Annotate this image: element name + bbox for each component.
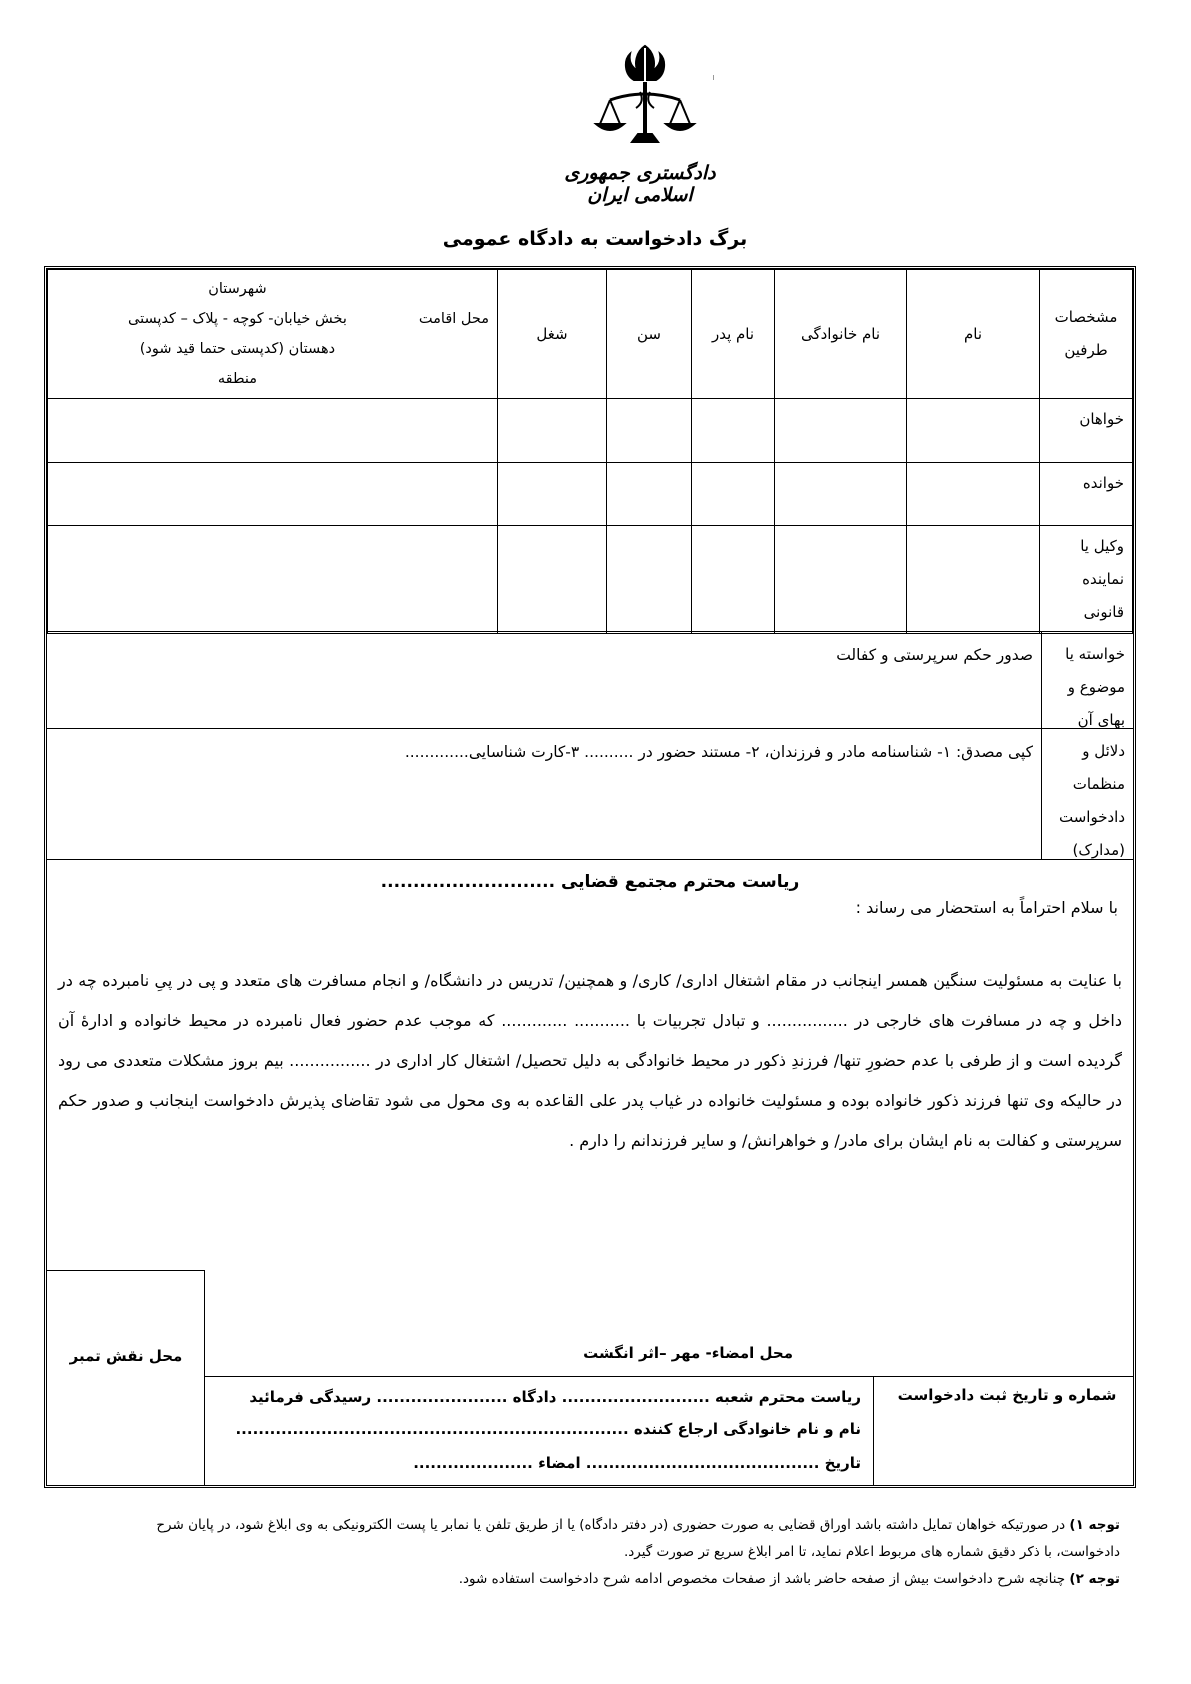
- referral-line-date-signature[interactable]: تاریخ ......................................... امضاء .....................: [413, 1454, 861, 1472]
- plaintiff-occupation-cell[interactable]: [498, 399, 607, 463]
- note-2: [90, 1566, 1120, 1593]
- note-1-text: در صورتیکه خواهان تمایل داشته باشد اوراق قضایی به صورت حضوری (در دفتر دادگاه) یا از طریق تلفن یا نمابر یا پست الکترونیکی به وی ابلاغ شود، در پایان شرح دادخواست، با ذکر دقیق شماره های مربوط اعلام نماید، تا امر ابلاغ سریع تر صورت گیرد.: [156, 1517, 1120, 1560]
- claim-value[interactable]: صدور حکم سرپرستی و کفالت: [836, 646, 1033, 664]
- column-occupation: شغل: [498, 270, 607, 399]
- defendant-label: خوانده: [1040, 463, 1133, 526]
- defendant-row: [48, 463, 1133, 526]
- lawyer-name-cell[interactable]: [907, 526, 1040, 634]
- judiciary-emblem-icon: [590, 42, 700, 152]
- note-1-label: توجه ۱): [1069, 1517, 1120, 1533]
- plaintiff-label: خواهان: [1040, 399, 1133, 463]
- referral-line-branch[interactable]: ریاست محترم شعبه .......................... دادگاه ....................... رسیدگی فرمائید: [249, 1388, 861, 1406]
- lawyer-label: وکیل یا نماینده قانونی: [1040, 526, 1133, 634]
- note-2-label: توجه ۲): [1069, 1571, 1120, 1587]
- defendant-age-cell[interactable]: [607, 463, 692, 526]
- evidence-value[interactable]: کپی مصدق: ۱- شناسنامه مادر و فرزندان، ۲- مستند حضور در .......... ۳-کارت شناسایی.............: [404, 743, 1033, 761]
- defendant-father-cell[interactable]: [692, 463, 775, 526]
- defendant-name-cell[interactable]: [907, 463, 1040, 526]
- column-residence: [48, 270, 498, 399]
- claim-section: [47, 631, 1133, 729]
- letter-greeting: با سلام احتراماً به استحضار می رساند :: [855, 898, 1118, 917]
- plaintiff-father-cell[interactable]: [692, 399, 775, 463]
- lawyer-family-cell[interactable]: [775, 526, 907, 634]
- signature-area: [47, 1270, 1133, 1485]
- parties-corner-label: مشخصات طرفین: [1040, 270, 1133, 399]
- letter-body[interactable]: با عنایت به مسئولیت سنگین همسر اینجانب در مقام اشتغال اداری/ کاری/ و همچنین/ تدریس در دانشگاه/ و انجام مسافرت های متعدد و پی در پیِ نامبرده چه در داخل و چه در مسافرت های خارجی در ................ و تبادل تجربیات با ........... ............. که موجب عدم حضور فعال نامبرده در محیط خانواده و ادارهٔ آن گردیده است و از طرفی با عدم حضورِ تنها/ فرزندِ ذکور در محیط خانوادگی به دلیل تحصیل/ اشتغال کار اداری در ................ بیم بروز مشکلات متعددی می رود در حالیکه وی تنها فرزند ذکور خانواده بوده و مسئولیت خانواده در غیاب پدر علی القاعده به وی محول می شود تقاضای پذیرش دادخواست اینجانب و صدور حکم سرپرستی و کفالت به نام ایشان برای مادر/ و خواهرانش/ و سایر فرزندانم را دارم .: [58, 971, 1122, 1150]
- residence-label: محل اقامت: [418, 311, 489, 327]
- registration-box: [873, 1376, 1133, 1485]
- margin-mark: [713, 75, 714, 80]
- lawyer-address-cell[interactable]: [48, 526, 498, 634]
- stamp-label: محل نقش تمبر: [69, 1347, 183, 1365]
- claim-label: خواسته یا موضوع و بهای آن: [1041, 632, 1133, 729]
- defendant-family-cell[interactable]: [775, 463, 907, 526]
- evidence-section: [47, 728, 1133, 860]
- address-hint-village: دهستان (کدپستی حتما قید شود): [139, 341, 336, 357]
- lawyer-row: [48, 526, 1133, 634]
- column-family-name: نام خانوادگی: [775, 270, 907, 399]
- address-hint-city: شهرستان: [208, 281, 267, 297]
- column-name: نام: [907, 270, 1040, 399]
- signature-label: محل امضاء- مهر –اثر انگشت: [583, 1344, 793, 1362]
- registration-label: شماره و تاریخ ثبت دادخواست: [897, 1386, 1117, 1404]
- plaintiff-age-cell[interactable]: [607, 399, 692, 463]
- petition-letter: [58, 872, 1122, 1161]
- plaintiff-name-cell[interactable]: [907, 399, 1040, 463]
- plaintiff-row: [48, 399, 1133, 463]
- lawyer-father-cell[interactable]: [692, 526, 775, 634]
- scales-of-justice-icon: [590, 42, 700, 152]
- evidence-label: دلائل و منظمات دادخواست (مدارک): [1041, 729, 1133, 859]
- stamp-box: [47, 1270, 205, 1485]
- form-title: برگ دادخواست به دادگاه عمومی: [442, 228, 748, 250]
- plaintiff-family-cell[interactable]: [775, 399, 907, 463]
- parties-table: [47, 269, 1133, 634]
- note-2-text: چنانچه شرح دادخواست بیش از صفحه حاضر باشد از صفحات مخصوص ادامه شرح دادخواست استفاده شود.: [458, 1571, 1066, 1587]
- plaintiff-address-cell[interactable]: [48, 399, 498, 463]
- note-1: [90, 1512, 1120, 1566]
- referral-line-referrer[interactable]: نام و نام خانوادگی ارجاع کننده .....................................................................: [235, 1420, 861, 1438]
- lawyer-occupation-cell[interactable]: [498, 526, 607, 634]
- letter-title: ریاست محترم مجتمع قضایی ...........................: [380, 872, 800, 892]
- column-father-name: نام پدر: [692, 270, 775, 399]
- defendant-occupation-cell[interactable]: [498, 463, 607, 526]
- lawyer-age-cell[interactable]: [607, 526, 692, 634]
- form-notes: [90, 1512, 1120, 1593]
- address-hint-region: منطقه: [217, 371, 258, 387]
- column-age: سن: [607, 270, 692, 399]
- address-hint-street: بخش خیابان- کوچه - پلاک – کدپستی: [128, 311, 347, 327]
- judiciary-name: دادگستری جمهوری اسلامی ایران: [564, 162, 716, 206]
- defendant-address-cell[interactable]: [48, 463, 498, 526]
